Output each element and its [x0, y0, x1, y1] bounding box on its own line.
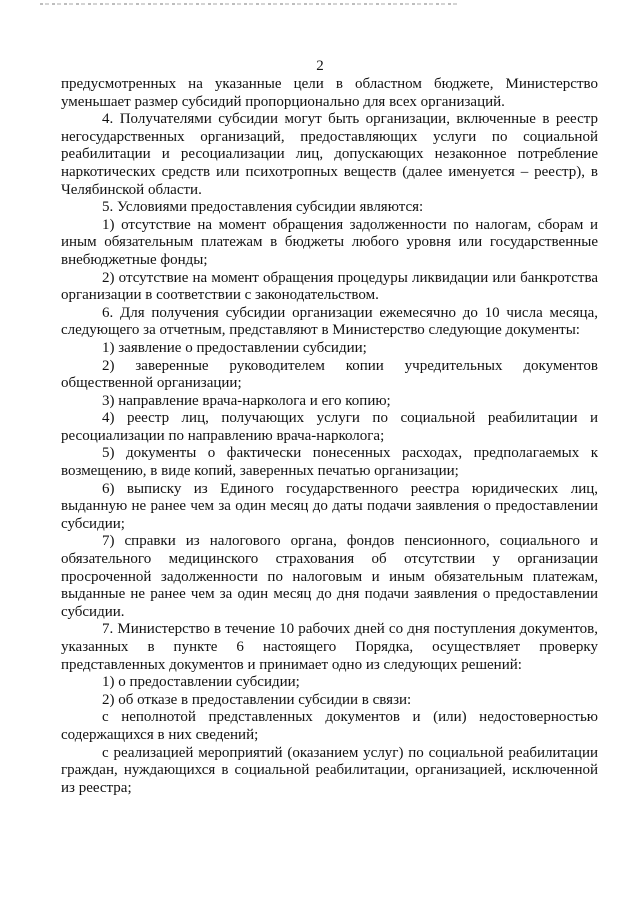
paragraph: предусмотренных на указанные цели в областном бюджете, Министерство уменьшает размер субсидий пропорционально для всех организаций.: [61, 76, 598, 110]
paragraph: с неполнотой представленных документов и (или) недостоверностью содержащихся в них сведений;: [61, 709, 598, 743]
paragraph: 5) документы о фактически понесенных расходах, предполагаемых к возмещению, в виде копий, заверенных печатью организации;: [61, 445, 598, 480]
paragraph: 4. Получателями субсидии могут быть организации, включенные в реестр негосударственных организаций, предоставляющих услуги по социальной реабилитации и ресоциализации лиц, допускающих незаконное потребление наркотических средств или психотропных веществ (далее именуется – реестр), в Челябинской области.: [61, 111, 598, 198]
paragraph: 4) реестр лиц, получающих услуги по социальной реабилитации и ресоциализации по направлению врача-нарколога;: [61, 410, 598, 444]
page-number: 2: [316, 58, 324, 74]
paragraph: 6) выписку из Единого государственного реестра юридических лиц, выданную не ранее чем за один месяц до даты подачи заявления о предоставлении субсидии;: [61, 480, 598, 532]
paragraph: с реализацией мероприятий (оказанием услуг) по социальной реабилитации граждан, нуждающихся в социальной реабилитации, организацией, исключенной из реестра;: [61, 744, 598, 796]
paragraph: 2) отсутствие на момент обращения процедуры ликвидации или банкротства организации в соответствии с законодательством.: [61, 269, 598, 304]
paragraph: 6. Для получения субсидии организации ежемесячно до 10 числа месяца, следующего за отчетным, представляют в Министерство следующие документы:: [61, 304, 598, 339]
paragraph: 2) заверенные руководителем копии учредительных документов общественной организации;: [61, 357, 598, 392]
paragraph: 5. Условиями предоставления субсидии являются:: [102, 199, 424, 216]
paragraph: 1) отсутствие на момент обращения задолженности по налогам, сборам и иным обязательным платежам в бюджеты любого уровня или государственные внебюджетные фонды;: [61, 216, 598, 268]
scan-artifact-line: [40, 3, 460, 5]
paragraph: 7) справки из налогового органа, фондов пенсионного, социального и обязательного медицинского страхования об отсутствии у организации просроченной задолженности по налоговым и иным обязательным платежам, выданные не ранее чем за один месяц до дня подачи заявления о предоставлении субсидии.: [61, 533, 598, 620]
paragraph: 1) заявление о предоставлении субсидии;: [102, 339, 367, 356]
paragraph: 1) о предоставлении субсидии;: [102, 674, 300, 691]
paragraph: 3) направление врача-нарколога и его копию;: [102, 392, 391, 409]
document-body: [61, 76, 598, 797]
paragraph: 2) об отказе в предоставлении субсидии в связи:: [102, 691, 412, 708]
paragraph: 7. Министерство в течение 10 рабочих дней со дня поступления документов, указанных в пункте 6 настоящего Порядка, осуществляет проверку представленных документов и принимает одно из следующих решений:: [61, 621, 598, 673]
